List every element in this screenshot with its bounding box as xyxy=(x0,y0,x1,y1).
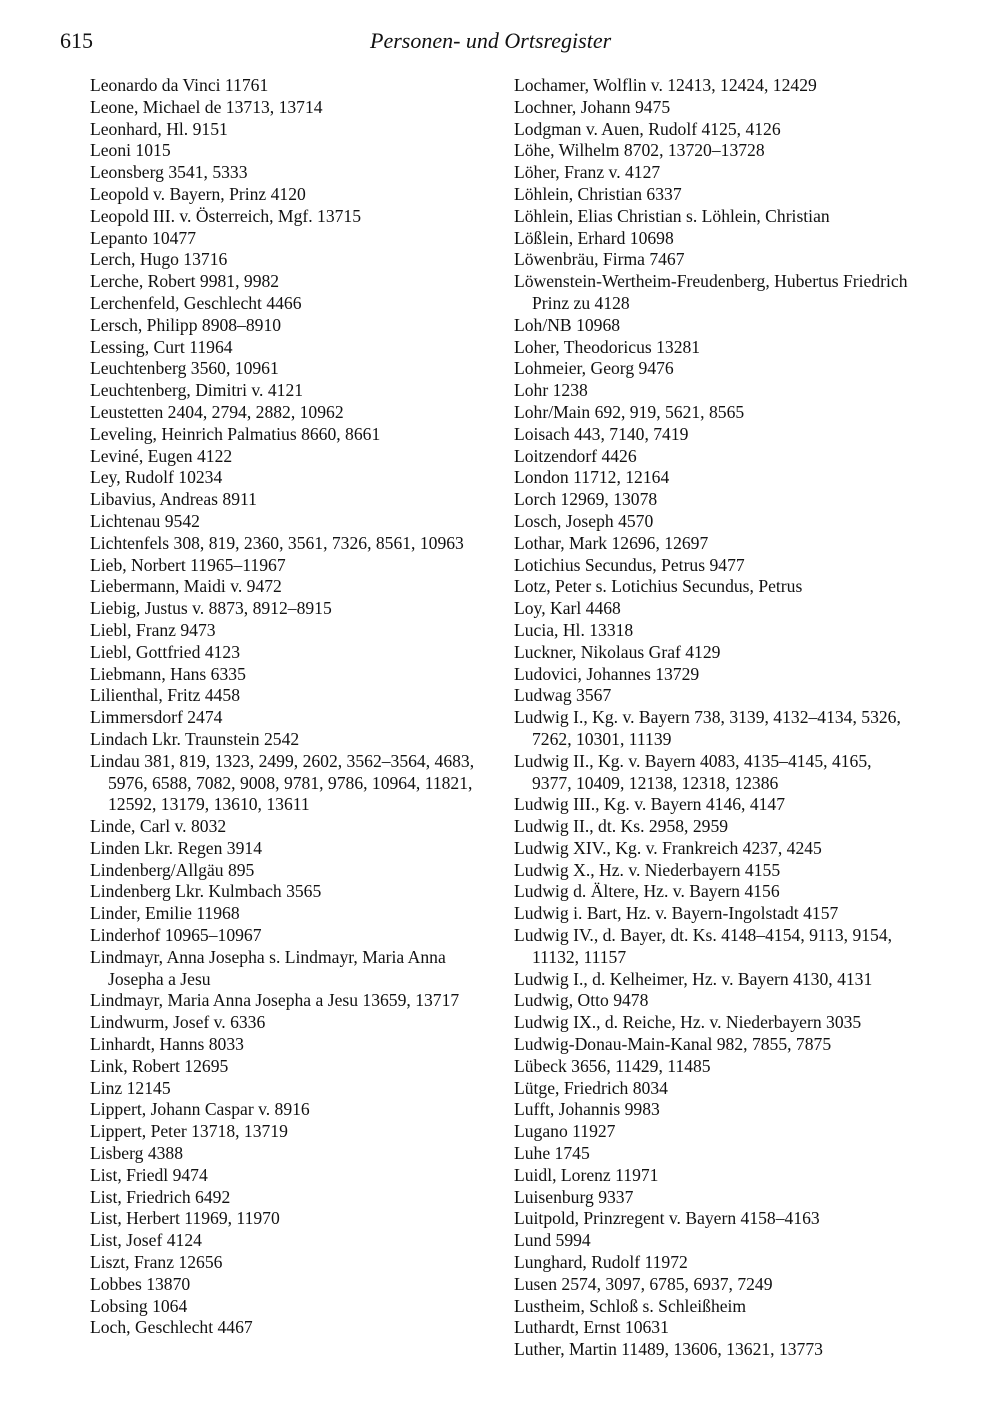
index-entry: Linz 12145 xyxy=(90,1077,171,1098)
index-entry: Ludwig X., Hz. v. Niederbayern 4155 xyxy=(514,859,781,880)
index-entry: Lichtenfels 308, 819, 2360, 3561, 7326, 8561, 10963 xyxy=(90,532,464,553)
index-entry: Libavius, Andreas 8911 xyxy=(90,489,257,510)
index-entry: Löhlein, Elias Christian s. Löhlein, Christian xyxy=(514,205,830,226)
index-entry: Lohmeier, Georg 9476 xyxy=(514,358,674,379)
index-entry: Ludwig, Otto 9478 xyxy=(514,990,649,1011)
index-entry: Leonsberg 3541, 5333 xyxy=(90,162,248,183)
index-entry: Leustetten 2404, 2794, 2882, 10962 xyxy=(90,401,344,422)
index-entry: Lorch 12969, 13078 xyxy=(514,489,658,510)
index-entry: Liebl, Gottfried 4123 xyxy=(90,641,241,662)
index-entry: Lepanto 10477 xyxy=(90,227,197,248)
index-entry: Luthardt, Ernst 10631 xyxy=(514,1317,669,1338)
index-entry: Liszt, Franz 12656 xyxy=(90,1252,223,1273)
index-entry: Löhe, Wilhelm 8702, 13720–13728 xyxy=(514,140,765,161)
index-entry: Lustheim, Schloß s. Schleißheim xyxy=(514,1295,747,1316)
index-entry: Lotz, Peter s. Lotichius Secundus, Petrus xyxy=(514,576,803,597)
index-entry: Lersch, Philipp 8908–8910 xyxy=(90,314,282,335)
index-entry: Lothar, Mark 12696, 12697 xyxy=(514,532,709,553)
index-entry: Ludwig i. Bart, Hz. v. Bayern-Ingolstadt 4157 xyxy=(514,903,839,924)
index-entry: Lindmayr, Maria Anna Josepha a Jesu 13659, 13717 xyxy=(90,990,460,1011)
index-entry: Löwenstein-Wertheim-Freudenberg, Hubertus Friedrich Prinz zu 4128 xyxy=(514,271,908,313)
index-entry: Ludwig IX., d. Reiche, Hz. v. Niederbayern 3035 xyxy=(514,1012,862,1033)
index-entry: Lodgman v. Auen, Rudolf 4125, 4126 xyxy=(514,118,781,139)
index-entry: Lerchenfeld, Geschlecht 4466 xyxy=(90,292,302,313)
index-entry: Löhlein, Christian 6337 xyxy=(514,183,682,204)
index-entry: Leonhard, Hl. 9151 xyxy=(90,118,228,139)
running-head: Personen- und Ortsregister xyxy=(370,28,612,53)
page-number: 615 xyxy=(60,28,93,53)
index-entry: List, Herbert 11969, 11970 xyxy=(90,1208,280,1229)
index-entry: Luitpold, Prinzregent v. Bayern 4158–4163 xyxy=(514,1208,820,1229)
index-entry: List, Friedrich 6492 xyxy=(90,1186,231,1207)
index-entry: Ludwig I., d. Kelheimer, Hz. v. Bayern 4130, 4131 xyxy=(514,968,873,989)
index-entry: Loisach 443, 7140, 7419 xyxy=(514,423,689,444)
index-entry: List, Friedl 9474 xyxy=(90,1164,208,1185)
index-entry: List, Josef 4124 xyxy=(90,1230,202,1251)
index-entry: Leopold v. Bayern, Prinz 4120 xyxy=(90,183,306,204)
index-entry: Link, Robert 12695 xyxy=(90,1055,229,1076)
index-entry: Ludwig III., Kg. v. Bayern 4146, 4147 xyxy=(514,794,786,815)
index-entry: Lerche, Robert 9981, 9982 xyxy=(90,271,280,292)
index-entry: Ludwig IV., d. Bayer, dt. Ks. 4148–4154, 9113, 9154, 11132, 11157 xyxy=(514,925,893,967)
index-entry: Lufft, Johannis 9983 xyxy=(514,1099,660,1120)
index-entry: Loitzendorf 4426 xyxy=(514,445,637,466)
index-entry: Lippert, Peter 13718, 13719 xyxy=(90,1121,288,1142)
index-entry: Ludwig I., Kg. v. Bayern 738, 3139, 4132–4134, 5326, 7262, 10301, 11139 xyxy=(514,707,901,749)
index-entry: Löher, Franz v. 4127 xyxy=(514,162,661,183)
index-entry: Ludwag 3567 xyxy=(514,685,612,706)
index-entry: Leopold III. v. Österreich, Mgf. 13715 xyxy=(90,205,362,226)
index-entry: Liebig, Justus v. 8873, 8912–8915 xyxy=(90,598,332,619)
index-entry: Leoni 1015 xyxy=(90,140,171,161)
index-entry: Lütge, Friedrich 8034 xyxy=(514,1077,668,1098)
index-entry: Loch, Geschlecht 4467 xyxy=(90,1317,253,1338)
index-entry: Lotichius Secundus, Petrus 9477 xyxy=(514,554,745,575)
index-entry: Lugano 11927 xyxy=(514,1121,616,1142)
index-entry: Lobbes 13870 xyxy=(90,1273,191,1294)
index-entry: Luidl, Lorenz 11971 xyxy=(514,1164,659,1185)
index-entry: Lobsing 1064 xyxy=(90,1295,188,1316)
index-entry: Lunghard, Rudolf 11972 xyxy=(514,1252,688,1273)
index-entry: Luther, Martin 11489, 13606, 13621, 13773 xyxy=(514,1339,823,1360)
index-entry: Luisenburg 9337 xyxy=(514,1186,634,1207)
index-entry: Linder, Emilie 11968 xyxy=(90,903,240,924)
index-entry: Loy, Karl 4468 xyxy=(514,598,621,619)
index-entry: Ley, Rudolf 10234 xyxy=(90,467,223,488)
index-entry: Liebmann, Hans 6335 xyxy=(90,663,246,684)
index-entry: Lerch, Hugo 13716 xyxy=(90,249,228,270)
index-entry: Leonardo da Vinci 11761 xyxy=(90,75,269,95)
index-entry: Ludwig II., dt. Ks. 2958, 2959 xyxy=(514,816,729,837)
index-entry: Limmersdorf 2474 xyxy=(90,707,223,728)
index-entry: Linde, Carl v. 8032 xyxy=(90,816,227,837)
index-entry: Lichtenau 9542 xyxy=(90,510,200,531)
index-entry: Lucia, Hl. 13318 xyxy=(514,619,634,640)
index-entry: Ludwig XIV., Kg. v. Frankreich 4237, 4245 xyxy=(514,837,822,858)
index-entry: Lindach Lkr. Traunstein 2542 xyxy=(90,728,300,749)
index-entry: Luckner, Nikolaus Graf 4129 xyxy=(514,641,721,662)
index-entry: Ludwig II., Kg. v. Bayern 4083, 4135–4145, 4165, 9377, 10409, 12138, 12318, 12386 xyxy=(514,750,872,793)
index-column-right xyxy=(514,75,914,1361)
index-entry: Leuchtenberg, Dimitri v. 4121 xyxy=(90,380,304,401)
index-entry: Linden Lkr. Regen 3914 xyxy=(90,837,262,858)
index-entry: Liebermann, Maidi v. 9472 xyxy=(90,576,282,597)
index-entry: Lindau 381, 819, 1323, 2499, 2602, 3562–3564, 4683, 5976, 6588, 7082, 9008, 9781, 9786, 10964, 11821, 12592, 13179, 13610, 13611 xyxy=(90,750,475,815)
index-entry: Ludwig d. Ältere, Hz. v. Bayern 4156 xyxy=(514,881,780,902)
index-entry: Lippert, Johann Caspar v. 8916 xyxy=(90,1099,310,1120)
index-entry: Lindmayr, Anna Josepha s. Lindmayr, Maria Anna Josepha a Jesu xyxy=(90,946,446,989)
index-entry: Leone, Michael de 13713, 13714 xyxy=(90,96,323,117)
index-entry: Loher, Theodoricus 13281 xyxy=(514,336,701,357)
index-entry: Leuchtenberg 3560, 10961 xyxy=(90,358,279,379)
index-entry: Löwenbräu, Firma 7467 xyxy=(514,249,685,270)
index-entry: Lusen 2574, 3097, 6785, 6937, 7249 xyxy=(514,1273,773,1294)
index-entry: Ludovici, Johannes 13729 xyxy=(514,663,700,684)
index-entry: Lindenberg/Allgäu 895 xyxy=(90,859,255,880)
index-entry: Lößlein, Erhard 10698 xyxy=(514,227,674,248)
index-entry: Leveling, Heinrich Palmatius 8660, 8661 xyxy=(90,423,381,444)
index-entry: Lilienthal, Fritz 4458 xyxy=(90,685,241,706)
index-entry: Ludwig-Donau-Main-Kanal 982, 7855, 7875 xyxy=(514,1034,832,1055)
index-column-left xyxy=(90,75,490,1339)
index-entry: Lochamer, Wolflin v. 12413, 12424, 12429 xyxy=(514,75,817,95)
index-entry: Lohr 1238 xyxy=(514,380,588,401)
index-entry: Liebl, Franz 9473 xyxy=(90,619,216,640)
index-entry: Loh/NB 10968 xyxy=(514,314,621,335)
index-entry: Luhe 1745 xyxy=(514,1143,590,1164)
index-entry: Lindwurm, Josef v. 6336 xyxy=(90,1012,266,1033)
index-entry: Lohr/Main 692, 919, 5621, 8565 xyxy=(514,401,745,422)
index-entry: Lieb, Norbert 11965–11967 xyxy=(90,554,286,575)
index-entry: Lindenberg Lkr. Kulmbach 3565 xyxy=(90,881,322,902)
index-entry: Linhardt, Hanns 8033 xyxy=(90,1034,244,1055)
index-entry: Linderhof 10965–10967 xyxy=(90,925,262,946)
index-entry: Lübeck 3656, 11429, 11485 xyxy=(514,1055,711,1076)
index-entry: Lund 5994 xyxy=(514,1230,591,1251)
index-entry: Leviné, Eugen 4122 xyxy=(90,445,233,466)
index-entry: Lochner, Johann 9475 xyxy=(514,96,671,117)
index-entry: Lessing, Curt 11964 xyxy=(90,336,233,357)
index-entry: Lisberg 4388 xyxy=(90,1143,184,1164)
index-entry: Losch, Joseph 4570 xyxy=(514,510,654,531)
index-entry: London 11712, 12164 xyxy=(514,467,670,488)
